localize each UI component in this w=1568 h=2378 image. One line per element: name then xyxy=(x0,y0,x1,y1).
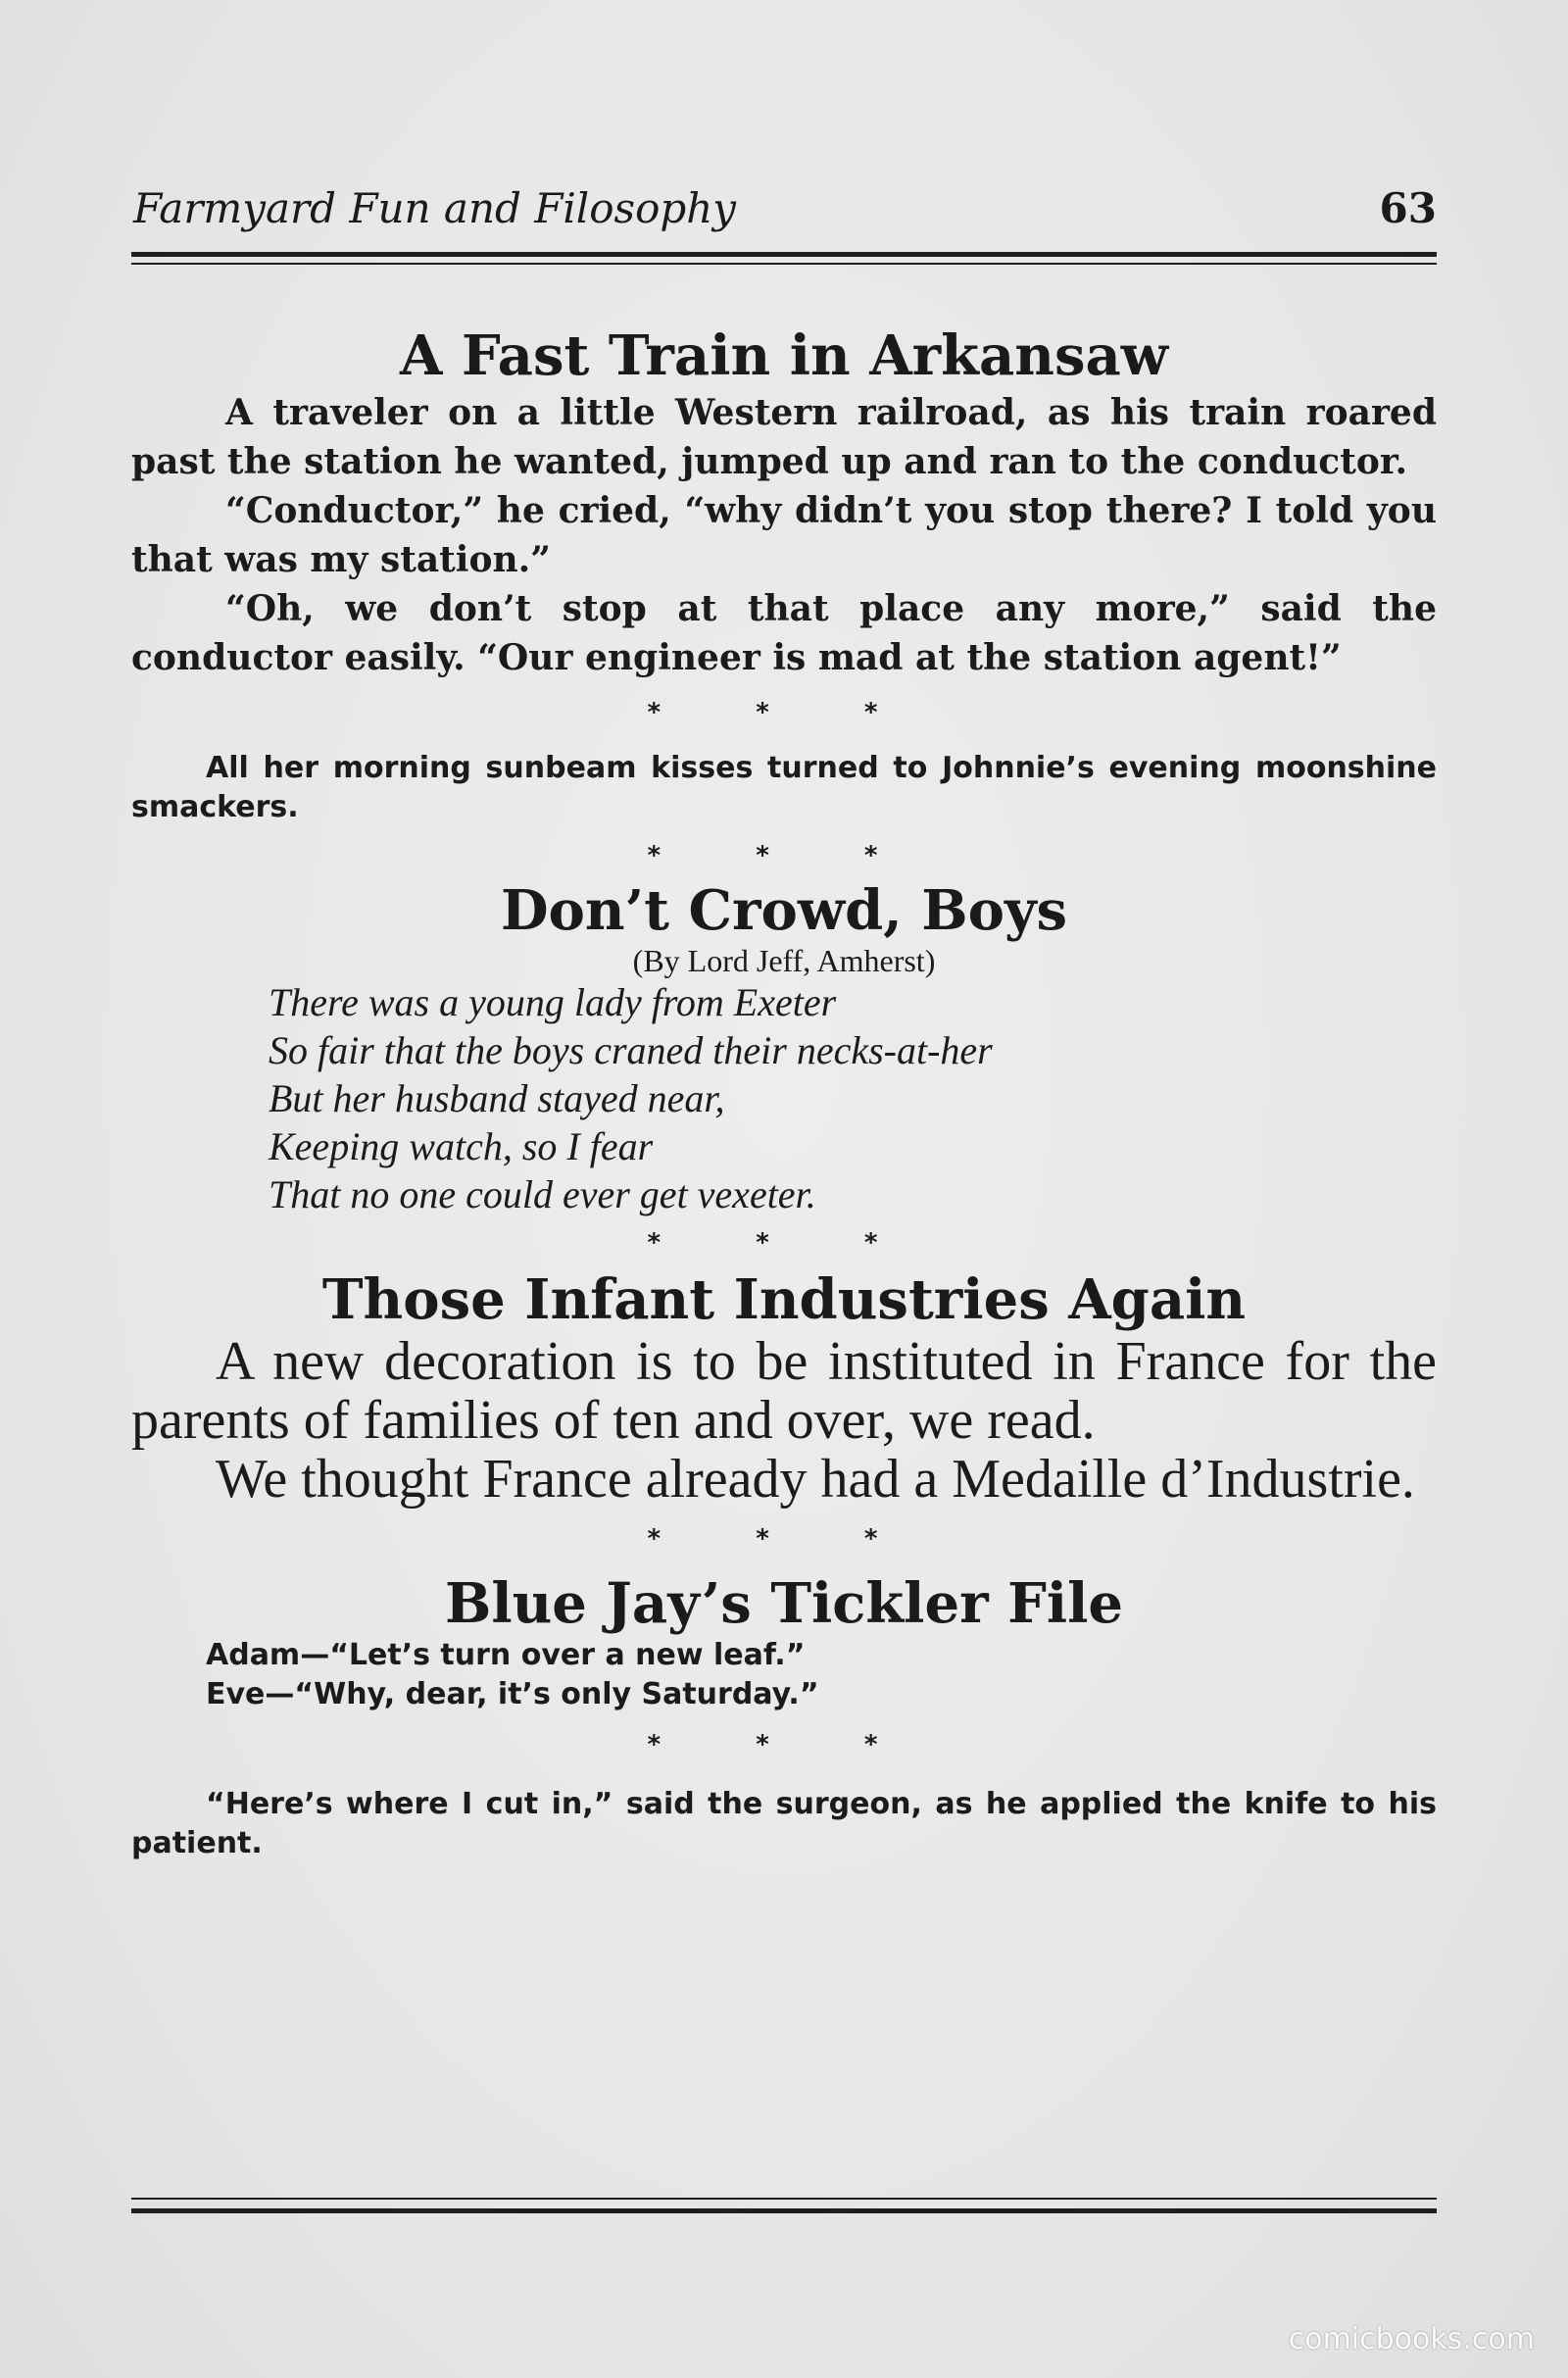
dialog-line: Adam—“Let’s turn over a new leaf.” xyxy=(206,1638,806,1672)
dialog-line: Eve—“Why, dear, it’s only Saturday.” xyxy=(206,1677,819,1711)
article-paragraph: A traveler on a little Western railroad, as his train roared past the station he wanted, jumped up and ran to the conductor. xyxy=(131,392,1437,482)
filler-joke: “Here’s where I cut in,” said the surgeon, as he applied the knife to his patient. xyxy=(131,1787,1437,1860)
poem-line: So fair that the boys craned their necks-at-her xyxy=(269,1028,993,1072)
article-title: Blue Jay’s Tickler File xyxy=(444,1571,1123,1636)
poem-line: Keeping watch, so I fear xyxy=(269,1124,654,1168)
dialog xyxy=(131,1636,1437,1714)
article-fast-train xyxy=(131,323,1437,682)
page-content xyxy=(131,323,1437,1863)
running-title: Farmyard Fun and Filosophy xyxy=(133,184,737,232)
poem-line: But her husband stayed near, xyxy=(269,1076,725,1120)
separator-stars: * * * xyxy=(647,1524,921,1554)
page-header xyxy=(131,184,1437,239)
article-dont-crowd xyxy=(131,878,1437,1218)
poem-line: There was a young lady from Exeter xyxy=(269,980,837,1024)
footer-rule-thin xyxy=(131,2198,1437,2200)
article-paragraph: “Oh, we don’t stop at that place any more,” said the conductor easily. “Our engineer is mad at the station agent!” xyxy=(131,588,1437,678)
article-title: Those Infant Industries Again xyxy=(321,1267,1247,1332)
article-infant-industries xyxy=(131,1267,1437,1509)
article-paragraph: We thought France already had a Medaille d’Industrie. xyxy=(216,1449,1415,1510)
article-title: Don’t Crowd, Boys xyxy=(500,878,1068,943)
poem-line: That no one could ever get vexeter. xyxy=(269,1172,816,1216)
separator-stars: * * * xyxy=(647,841,921,870)
limerick xyxy=(131,978,1437,1218)
separator-stars: * * * xyxy=(647,1730,921,1759)
header-rule-thin xyxy=(131,263,1437,265)
article-tickler-file xyxy=(131,1571,1437,1714)
filler-joke: All her morning sunbeam kisses turned to Johnnie’s evening moonshine smackers. xyxy=(131,751,1437,824)
byline: (By Lord Jeff, Amherst) xyxy=(632,943,936,978)
separator-stars: * * * xyxy=(647,1228,921,1258)
header-rule-thick xyxy=(131,252,1437,257)
article-paragraph: A new decoration is to be instituted in France for the parents of families of ten and over, we read. xyxy=(131,1331,1437,1451)
page-number: 63 xyxy=(1379,184,1437,232)
article-paragraph: “Conductor,” he cried, “why didn’t you stop there? I told you that was my station.” xyxy=(131,490,1437,580)
separator-stars: * * * xyxy=(647,698,921,727)
article-title: A Fast Train in Arkansaw xyxy=(400,323,1168,388)
watermark: comicbooks.com xyxy=(1288,2322,1535,2356)
footer-rule-thick xyxy=(131,2208,1437,2213)
